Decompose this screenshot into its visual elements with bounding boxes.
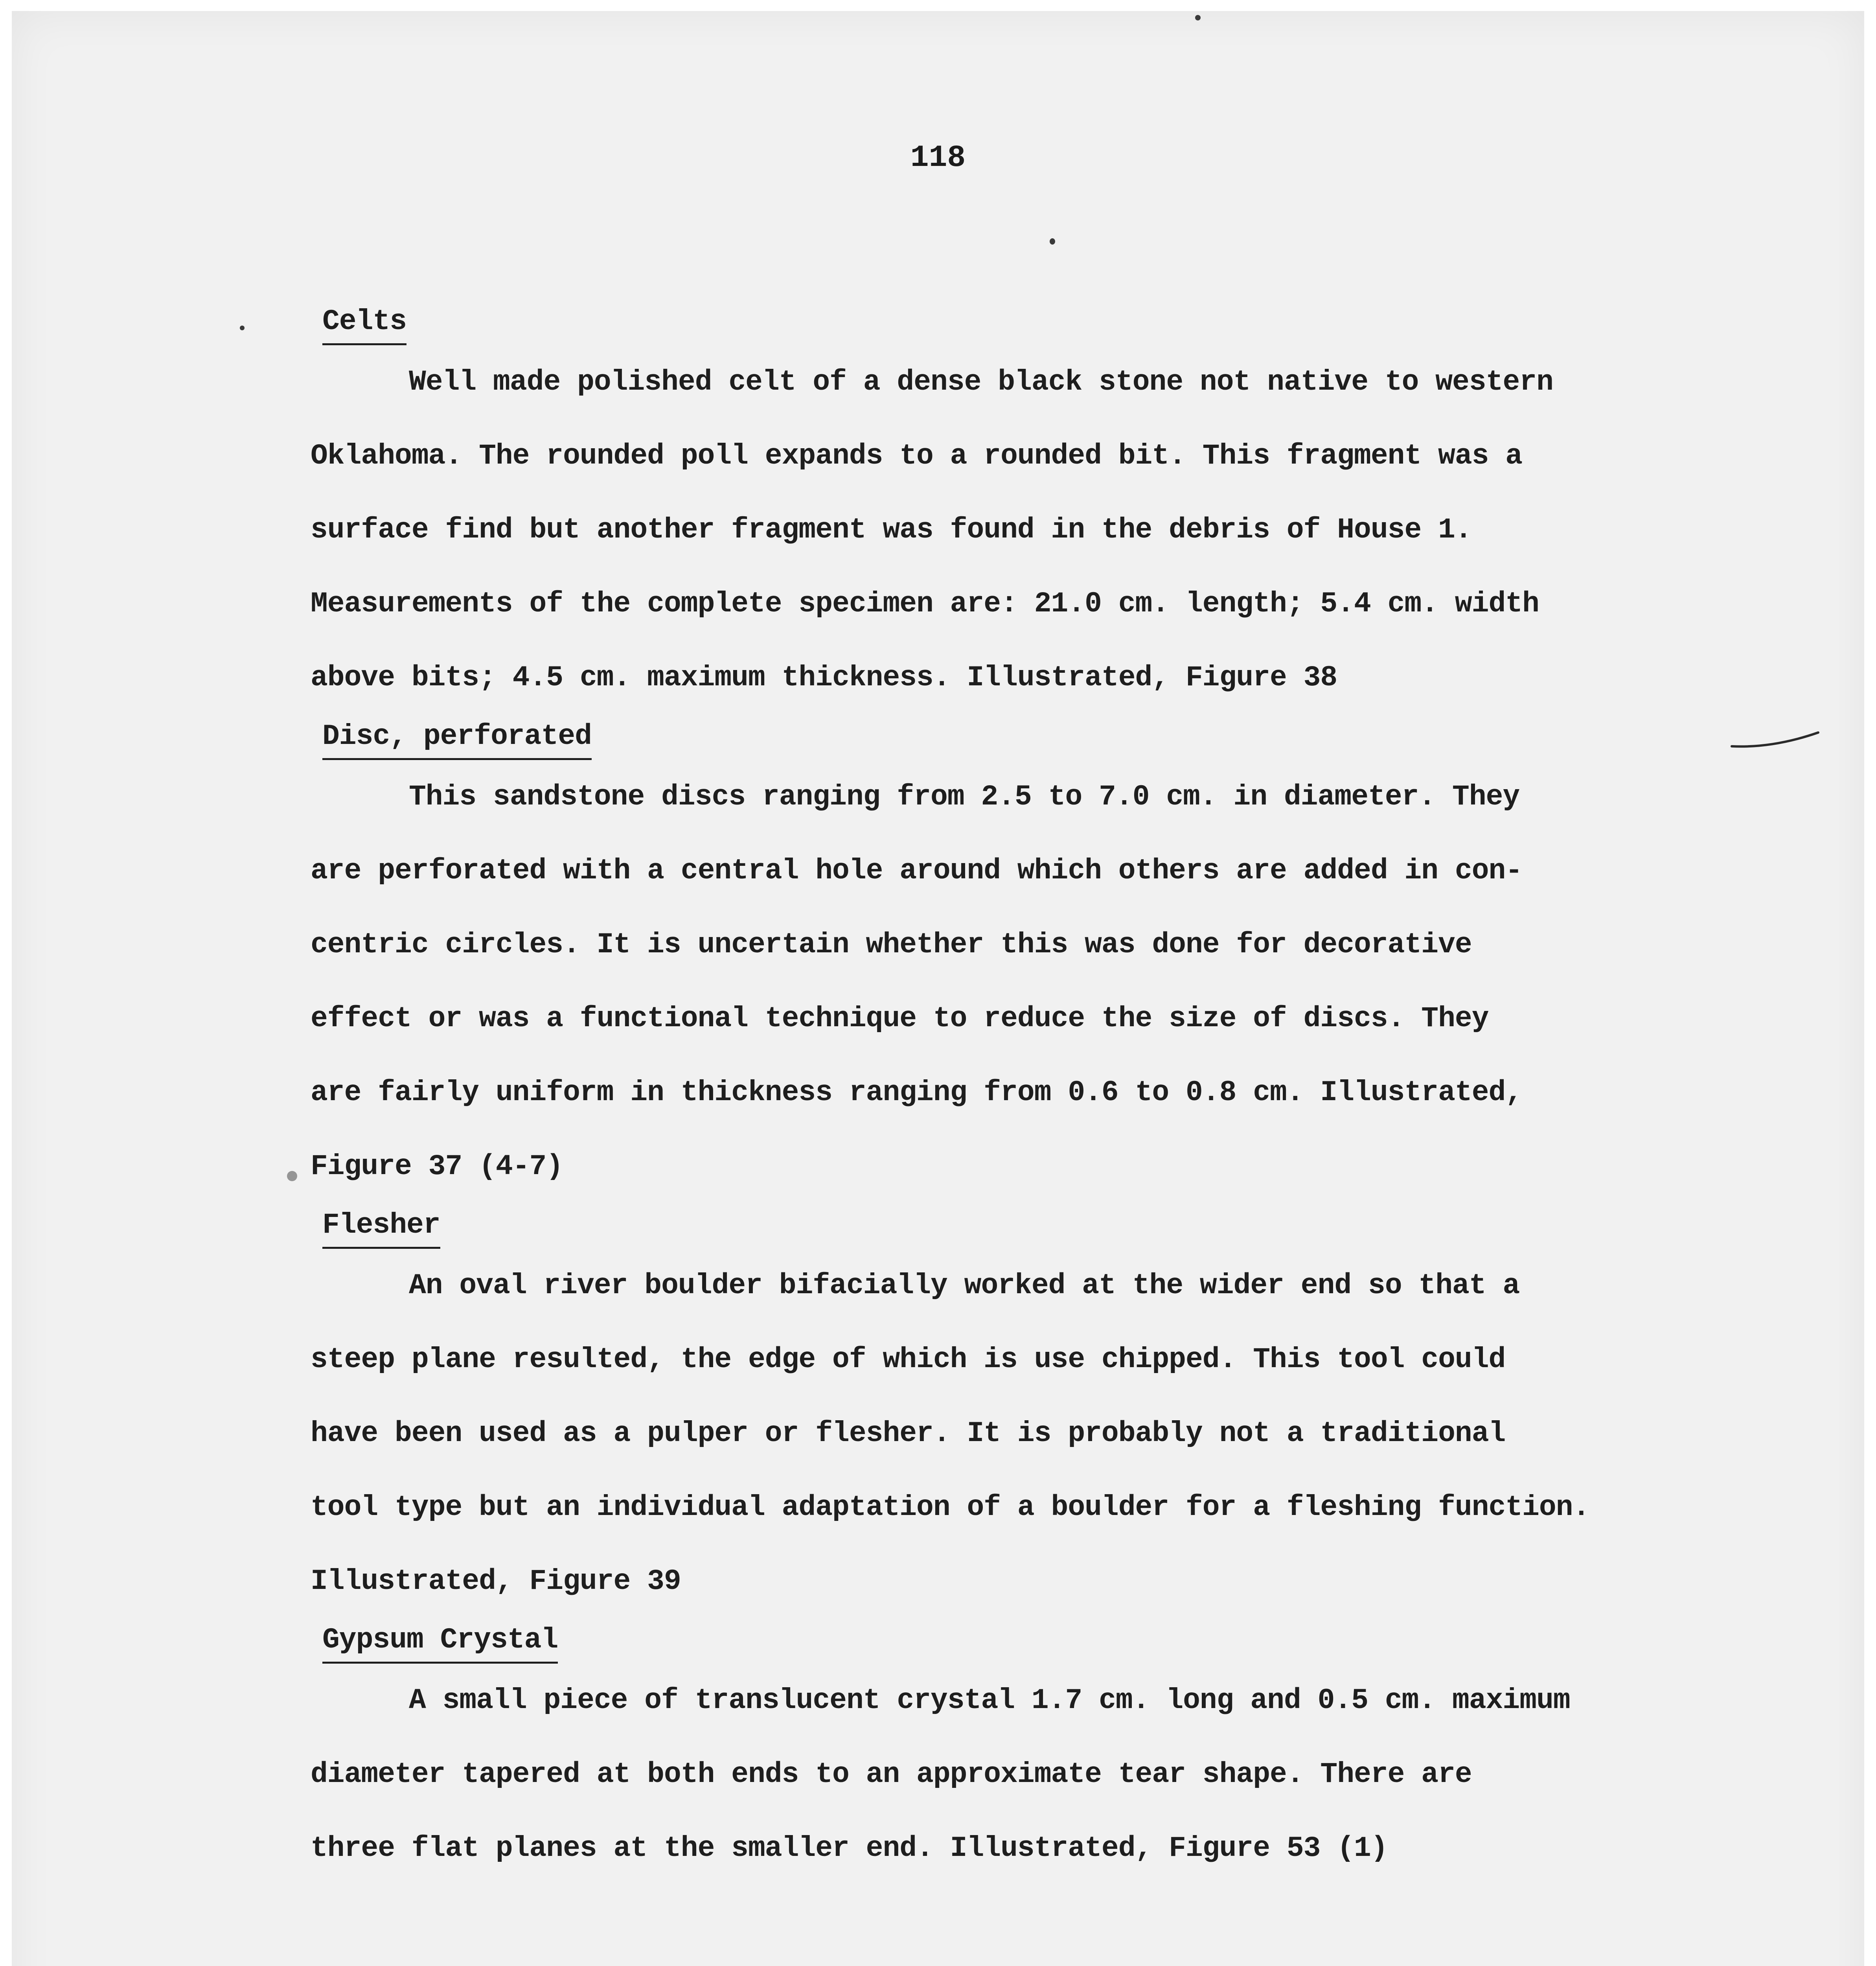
paragraph-line: tool type but an individual adaptation of a boulder for a fleshing function. bbox=[311, 1491, 1590, 1524]
paragraph-line: centric circles. It is uncertain whether this was done for decorative bbox=[311, 928, 1472, 961]
paragraph-line: steep plane resulted, the edge of which is use chipped. This tool could bbox=[311, 1343, 1506, 1376]
paper-speck bbox=[287, 1171, 297, 1181]
paper-speck bbox=[240, 326, 245, 330]
paper-speck bbox=[1050, 238, 1055, 245]
paragraph-line: Illustrated, Figure 39 bbox=[311, 1565, 681, 1598]
section-gypsum-crystal bbox=[311, 1618, 1710, 1885]
paragraph-line: surface find but another fragment was found in the debris of House 1. bbox=[311, 514, 1472, 546]
paragraph-line: Well made polished celt of a dense black stone not native to western bbox=[409, 366, 1553, 398]
paragraph-line: Oklahoma. The rounded poll expands to a rounded bit. This fragment was a bbox=[311, 440, 1523, 472]
margin-pen-mark bbox=[1730, 729, 1820, 752]
paper-speck bbox=[1195, 15, 1201, 20]
section-heading: Celts bbox=[322, 300, 406, 345]
paragraph-line: diameter tapered at both ends to an approximate tear shape. There are bbox=[311, 1758, 1472, 1791]
section-flesher bbox=[311, 1204, 1710, 1618]
paragraph-line: An oval river boulder bifacially worked at the wider end so that a bbox=[409, 1269, 1520, 1302]
document-body bbox=[311, 300, 1710, 1885]
paragraph-line: have been used as a pulper or flesher. It is probably not a traditional bbox=[311, 1417, 1506, 1450]
paragraph-line: above bits; 4.5 cm. maximum thickness. Illustrated, Figure 38 bbox=[311, 661, 1337, 694]
paragraph-line: Figure 37 (4-7) bbox=[311, 1150, 563, 1183]
page-number: 118 bbox=[910, 141, 966, 175]
section-disc-perforated bbox=[311, 715, 1710, 1204]
document-page bbox=[12, 11, 1864, 1966]
paragraph-line: are fairly uniform in thickness ranging from 0.6 to 0.8 cm. Illustrated, bbox=[311, 1076, 1523, 1109]
paragraph-line: are perforated with a central hole around which others are added in con- bbox=[311, 854, 1523, 887]
paragraph-line: effect or was a functional technique to reduce the size of discs. They bbox=[311, 1002, 1489, 1035]
paragraph-line: This sandstone discs ranging from 2.5 to 7.0 cm. in diameter. They bbox=[409, 781, 1520, 813]
section-heading: Gypsum Crystal bbox=[322, 1618, 558, 1664]
section-heading: Disc, perforated bbox=[322, 715, 592, 760]
paragraph-line: A small piece of translucent crystal 1.7 cm. long and 0.5 cm. maximum bbox=[409, 1684, 1570, 1717]
section-celts bbox=[311, 300, 1710, 715]
paragraph-line: Measurements of the complete specimen are: 21.0 cm. length; 5.4 cm. width bbox=[311, 587, 1539, 620]
section-heading: Flesher bbox=[322, 1204, 440, 1249]
paragraph-line: three flat planes at the smaller end. Illustrated, Figure 53 (1) bbox=[311, 1832, 1388, 1865]
